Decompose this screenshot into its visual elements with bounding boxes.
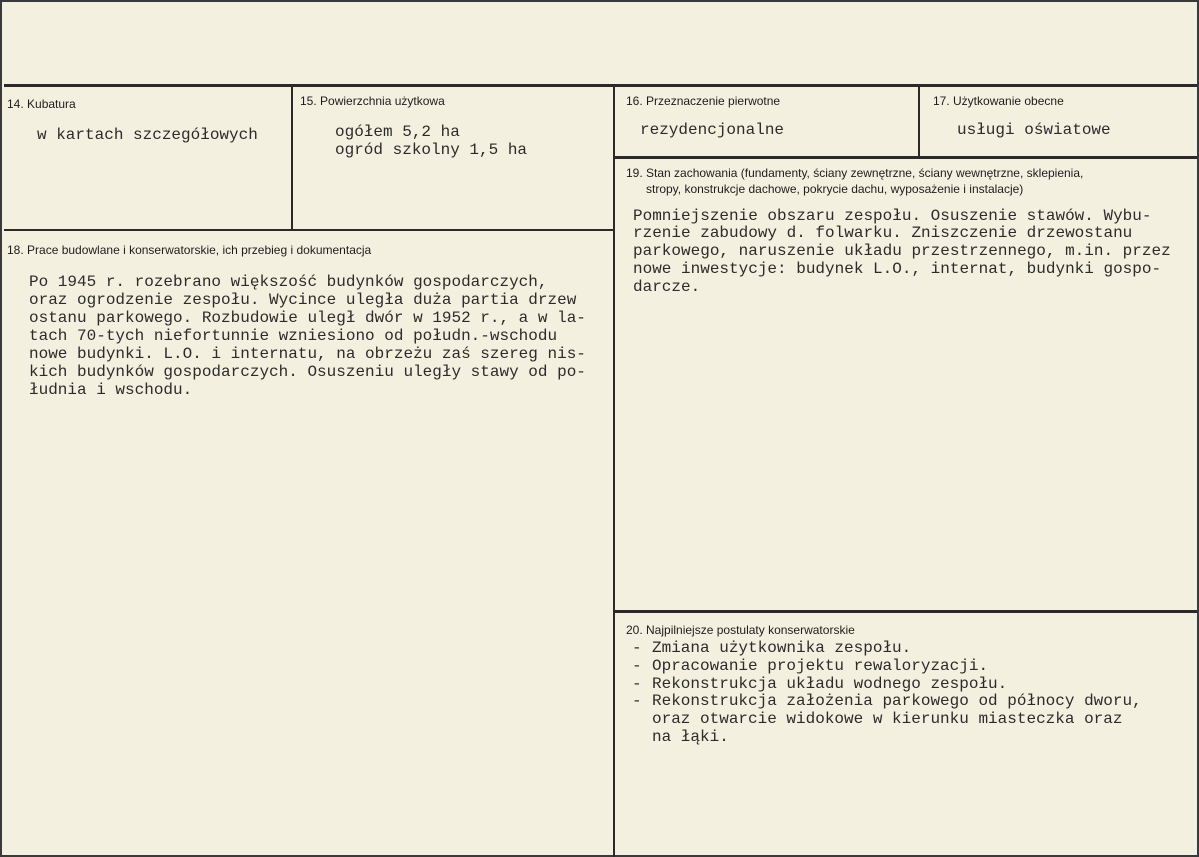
field-19-label-line-2: stropy, konstrukcje dachowe, pokrycie dachu, wyposażenie i instalacje) — [646, 182, 1024, 196]
field-19-line: nowe inwestycje: budynek L.O., internat, budynki gospo- — [633, 260, 1162, 278]
field-18-line: ostanu parkowego. Rozbudowie uległ dwór w 1952 r., a w la- — [29, 309, 586, 327]
field-20-item-text: oraz otwarcie widokowe w kierunku miasteczka oraz — [652, 710, 1123, 728]
field-19-line: darcze. — [633, 278, 701, 296]
field-18-line: Po 1945 r. rozebrano większość budynków gospodarczych, — [29, 273, 548, 291]
field-19-label-line-1: 19. Stan zachowania (fundamenty, ściany zewnętrzne, ściany wewnętrzne, sklepienia, — [626, 166, 1084, 180]
field-14-label: 14. Kubatura — [7, 97, 76, 111]
rule-right-bottom — [614, 610, 1197, 613]
field-20-item — [632, 675, 1007, 693]
field-20-item — [632, 639, 911, 657]
divider-16-17 — [918, 86, 920, 157]
field-20-item-text: Rekonstrukcja układu wodnego zespołu. — [652, 675, 1008, 693]
field-20-dash: - — [632, 692, 642, 710]
field-18-line: oraz ogrodzenie zespołu. Wycince uległa duża partia drzew — [29, 291, 577, 309]
divider-14-15 — [291, 86, 293, 230]
field-20-dash: - — [632, 675, 642, 693]
field-14-value: w kartach szczegółowych — [37, 126, 258, 144]
field-20-item — [632, 692, 1142, 710]
field-20-label: 20. Najpilniejsze postulaty konserwatorskie — [626, 623, 855, 637]
field-20-item-text: Rekonstrukcja założenia parkowego od północy dworu, — [652, 692, 1142, 710]
field-18-label: 18. Prace budowlane i konserwatorskie, ich przebieg i dokumentacja — [7, 243, 372, 257]
field-15-line-1: ogółem 5,2 ha — [335, 123, 460, 141]
field-20-item-text: Opracowanie projektu rewaloryzacji. — [652, 657, 989, 675]
field-20-item-text: Zmiana użytkownika zespołu. — [652, 639, 912, 657]
field-16-value: rezydencjonalne — [640, 121, 785, 139]
field-16-label: 16. Przeznaczenie pierwotne — [626, 94, 781, 108]
field-20-dash: - — [632, 657, 642, 675]
field-19-line: rzenie zabudowy d. folwarku. Zniszczenie drzewostanu — [633, 224, 1133, 242]
field-20-dash: - — [632, 639, 642, 657]
field-20-item — [632, 728, 729, 746]
divider-main — [613, 86, 615, 857]
field-17-value: usługi oświatowe — [957, 121, 1111, 139]
top-rule — [4, 84, 1197, 87]
field-20-item — [632, 657, 988, 675]
field-18-line: tach 70-tych niefortunnie wzniesiono od połudn.-wschodu — [29, 327, 558, 345]
field-18-line: nowe budynki. L.O. i internatu, na obrzeżu zaś szereg nis- — [29, 345, 586, 363]
rule-left-mid — [4, 229, 614, 231]
field-19-line: parkowego, naruszenie układu przestrzennego, m.in. przez — [633, 242, 1171, 260]
field-20-item — [632, 710, 1122, 728]
field-18-line: kich budynków gospodarczych. Osuszeniu uległy stawy od po- — [29, 363, 586, 381]
field-18-line: łudnia i wschodu. — [29, 381, 193, 399]
field-17-label: 17. Użytkowanie obecne — [933, 94, 1064, 108]
rule-right-top — [614, 156, 1197, 159]
field-15-line-2: ogród szkolny 1,5 ha — [335, 141, 528, 159]
field-20-item-text: na łąki. — [652, 728, 729, 746]
field-19-line: Pomniejszenie obszaru zespołu. Osuszenie stawów. Wybu- — [633, 207, 1152, 225]
field-15-label: 15. Powierzchnia użytkowa — [300, 94, 445, 108]
